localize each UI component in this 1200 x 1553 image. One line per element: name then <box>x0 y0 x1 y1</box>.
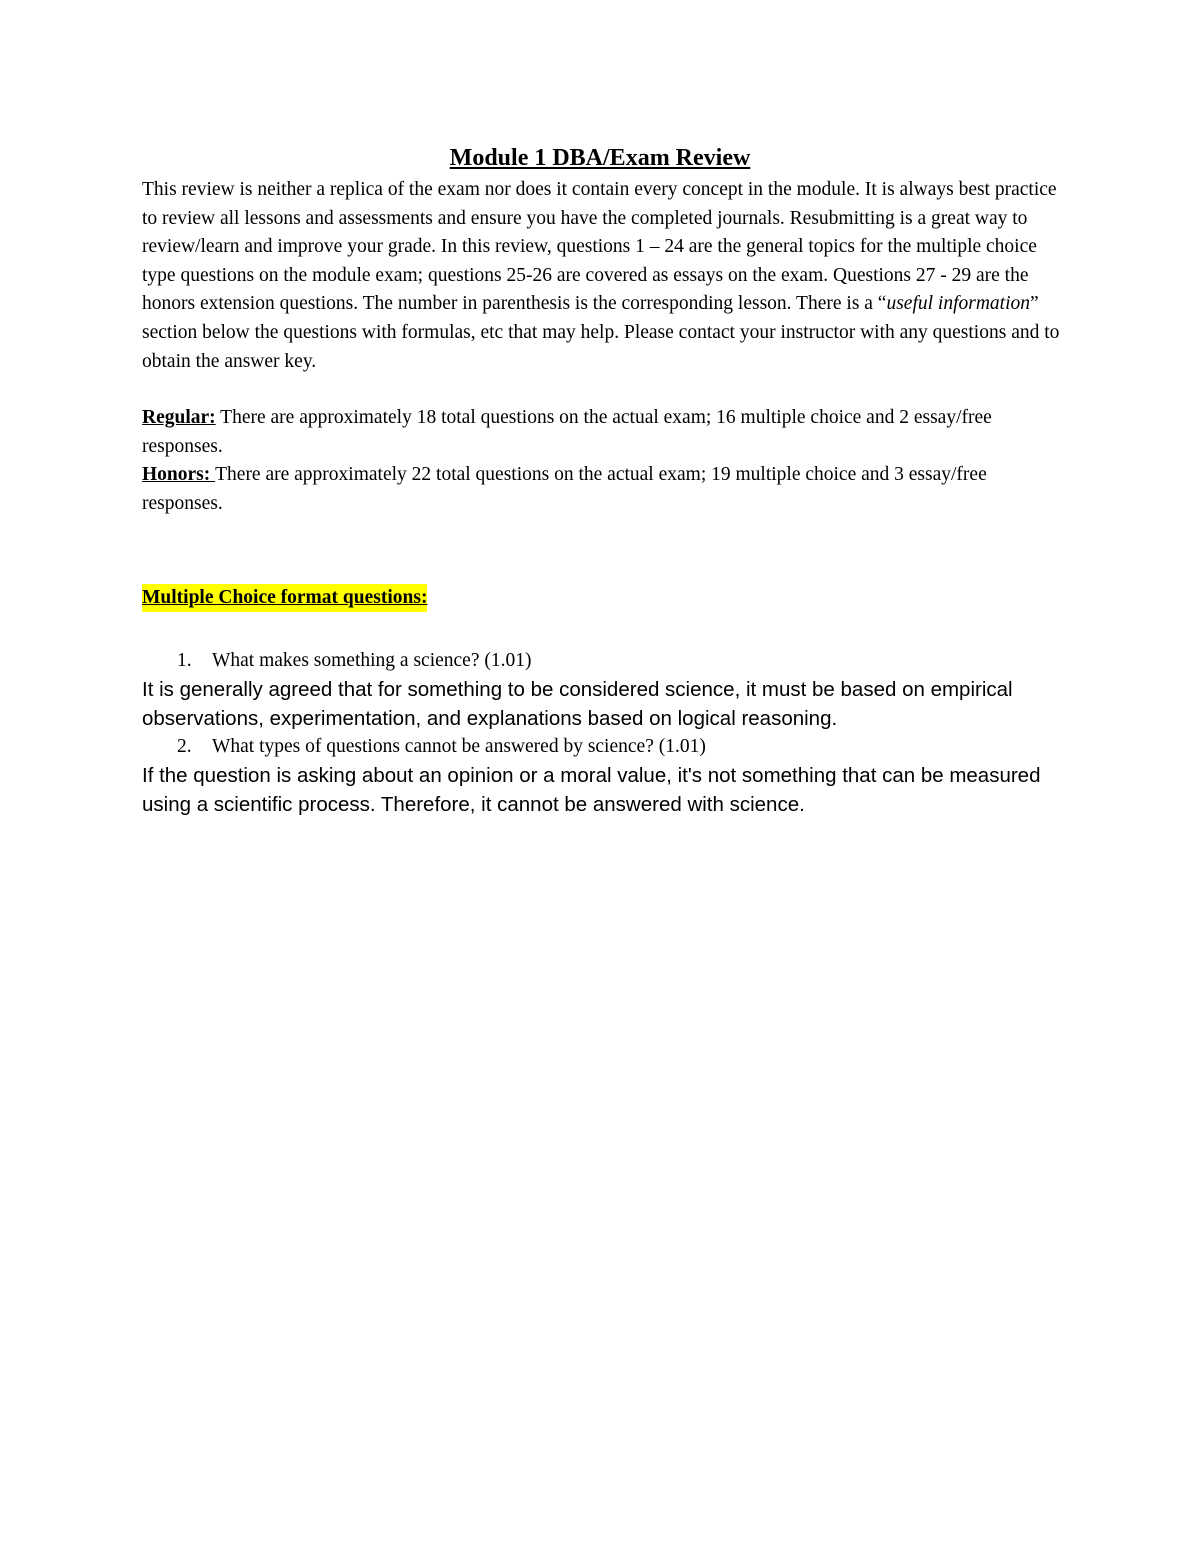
answer-text: It is generally agreed that for something to be considered science, it must be based on empirical observations, experimentation, and explanations based on logical reasoning. <box>142 678 1013 730</box>
intro-paragraph <box>142 176 1072 376</box>
intro-text-italic: useful information <box>886 293 1031 315</box>
honors-paragraph <box>142 461 1072 518</box>
question-number: 2. <box>177 736 192 757</box>
regular-paragraph <box>142 404 1072 461</box>
question-item <box>177 733 706 761</box>
document-title: Module 1 DBA/Exam Review <box>449 145 751 171</box>
question-number: 1. <box>177 650 192 671</box>
intro-section <box>142 176 1072 519</box>
honors-text: There are approximately 22 total questions on the actual exam; 19 multiple choice and 3 essay/free responses. <box>142 464 987 514</box>
honors-label: Honors: <box>142 464 216 486</box>
regular-label: Regular: <box>142 407 216 429</box>
question-item <box>177 647 531 675</box>
question-text: What types of questions cannot be answered by science? (1.01) <box>212 736 706 757</box>
question-text: What makes something a science? (1.01) <box>212 650 532 671</box>
intro-text-part1: This review is neither a replica of the exam nor does it contain every concept in the module. It is always best practice to review all lessons and assessments and ensure you have the completed journals. Resubmitting is a great way to review/learn and improve your grade. In this review, questions 1 – 24 are the general topics for the multiple choice type questions on the module exam; questions 25-26 are covered as essays on the exam. Questions 27 - 29 are the honors extension questions. The number in parenthesis is the corresponding lesson. There is a “ <box>142 179 1057 315</box>
regular-text: There are approximately 18 total questions on the actual exam; 16 multiple choice and 2 essay/free responses. <box>142 407 992 457</box>
answer-text: If the question is asking about an opinion or a moral value, it's not something that can be measured using a scientific process. Therefore, it cannot be answered with science. <box>142 764 1041 816</box>
multiple-choice-heading: Multiple Choice format questions: <box>142 584 427 612</box>
intro-text-part2: ” section below the questions with formulas, etc that may help. Please contact your instructor with any questions and to obtain the answer key. <box>142 293 1060 372</box>
